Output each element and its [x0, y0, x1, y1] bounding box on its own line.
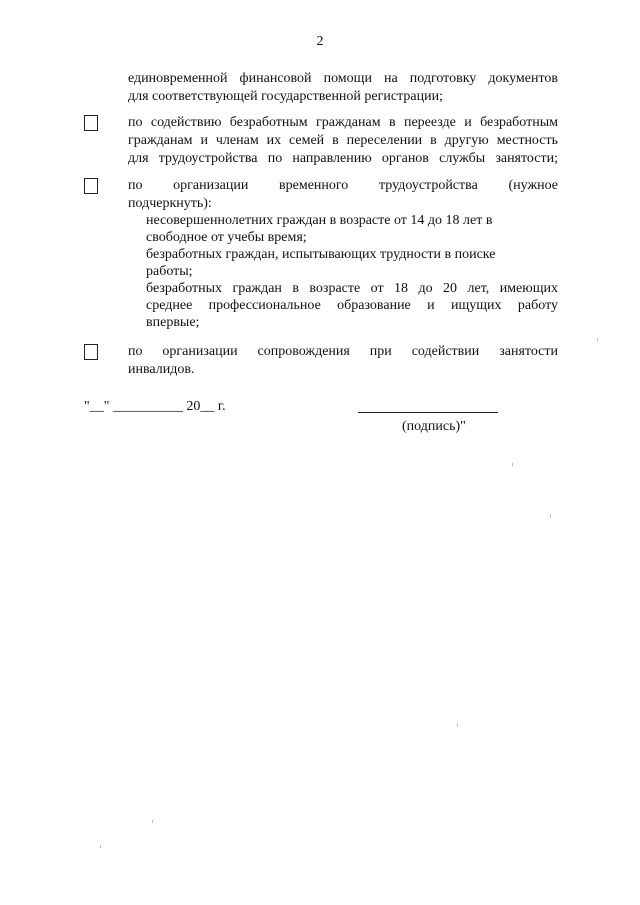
- sub-item-first-job-line-3: впервые;: [146, 315, 200, 330]
- signature-line[interactable]: [358, 412, 498, 413]
- option-disabled-support-checkbox[interactable]: [84, 344, 98, 360]
- sub-item-first-job-line-1: безработных граждан в возрасте от 18 до 20 лет, имеющих: [146, 281, 558, 296]
- page-number: 2: [316, 34, 324, 49]
- sub-item-first-job-line-2: среднее профессиональное образование и ищущих работу: [146, 298, 558, 313]
- scan-speck: [597, 338, 598, 341]
- option-resettlement-line-1: по содействию безработным гражданам в переезде и безработным: [128, 115, 558, 130]
- option-disabled-support-line-2: инвалидов.: [128, 362, 195, 377]
- signature-caption: (подпись)": [402, 419, 466, 434]
- option-temporary-employment-line-1: по организации временного трудоустройства (нужное: [128, 178, 558, 193]
- option-temporary-employment-checkbox[interactable]: [84, 178, 98, 194]
- option-temporary-employment-line-2: подчеркнуть):: [128, 196, 212, 211]
- option-disabled-support-line-1: по организации сопровождения при содействии занятости: [128, 344, 558, 359]
- scan-speck: [100, 845, 101, 848]
- option-resettlement-line-3: для трудоустройства по направлению органов службы занятости;: [128, 151, 558, 166]
- sub-item-minors-line-1: несовершеннолетних граждан в возрасте от 14 до 18 лет в: [146, 213, 493, 228]
- option-resettlement-checkbox[interactable]: [84, 115, 98, 131]
- intro-line-1: единовременной финансовой помощи на подготовку документов: [128, 71, 558, 86]
- scan-speck: [550, 514, 551, 517]
- scan-speck: [512, 463, 513, 466]
- date-field[interactable]: "__" __________ 20__ г.: [84, 399, 226, 414]
- option-resettlement-line-2: гражданам и членам их семей в переселении в другую местность: [128, 133, 558, 148]
- scan-speck: [457, 724, 458, 727]
- sub-item-minors-line-2: свободное от учебы время;: [146, 230, 307, 245]
- intro-line-2: для соответствующей государственной регистрации;: [128, 89, 443, 104]
- sub-item-difficulties-line-1: безработных граждан, испытывающих трудности в поиске: [146, 247, 496, 262]
- scan-speck: [152, 820, 153, 823]
- sub-item-difficulties-line-2: работы;: [146, 264, 193, 279]
